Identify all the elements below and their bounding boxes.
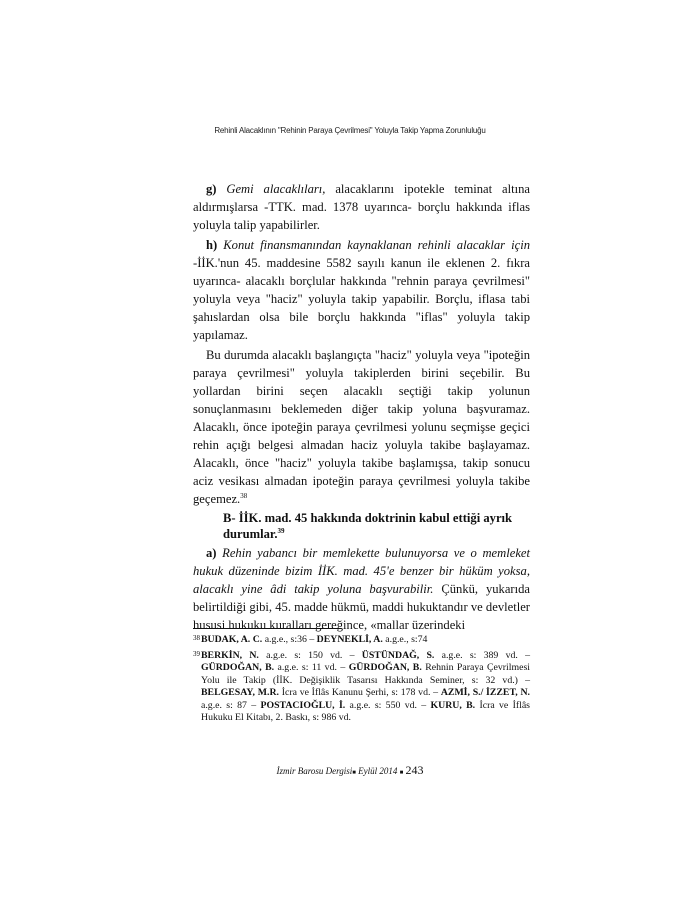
- footnote-39: [193, 650, 530, 724]
- separator: ■: [399, 770, 404, 776]
- item-label: a): [206, 546, 217, 560]
- paragraph-a: [193, 544, 530, 634]
- heading-line: durumlar: [223, 527, 275, 541]
- author-name: BUDAK, A. C.: [201, 634, 263, 645]
- body-text: [193, 180, 530, 636]
- footnote-text: [193, 634, 530, 646]
- paragraph-text: -İİK.'nun 45. maddesine 5582 sayılı kanun ile eklenen 2. fıkra uyarınca- alacaklı borçlular hakkında "rehnin paraya çevrilmesi" yoluyla veya "haciz" yoluyla takip yapabilir. Borçlu, iflasa tabi şahıslardan olsa bile borçlu hakkında "iflas" yoluyla takip yapılamaz.: [193, 256, 530, 342]
- citation-text: a.g.e. s: 11 vd. –: [274, 662, 349, 674]
- heading-line: B- İİK. mad. 45 hakkında doktrinin kabul ettiği ayrık: [223, 511, 513, 525]
- issue-date: Eylül 2014: [358, 766, 398, 776]
- author-name: GÜRDOĞAN, B.: [201, 662, 275, 674]
- footnote-38: [193, 634, 530, 646]
- footnote-text: [193, 650, 530, 724]
- italic-text: Konut finansmanından kaynaklanan rehinli alacaklar için: [223, 238, 530, 252]
- footnote-ref[interactable]: 39: [277, 526, 285, 535]
- separator: ■: [352, 770, 356, 776]
- citation-text: Rehnin Paraya Çevrilmesi Yolu ile Takip (İİK. Değişiklik Tasarısı Hakkında Seminer, s: 32 vd.) –: [201, 662, 530, 686]
- citation-text: a.g.e. s: 550 vd. –: [345, 699, 431, 711]
- paragraph-h: [193, 236, 530, 344]
- author-name: GÜRDOĞAN, B.: [348, 662, 422, 674]
- footnote-divider: [193, 628, 340, 629]
- running-header: Rehinli Alacaklının "Rehinin Paraya Çevrilmesi" Yoluyla Takip Yapma Zorunluluğu: [214, 126, 486, 135]
- page-number: 243: [405, 763, 424, 777]
- paragraph-text: Bu durumda alacaklı başlangıçta "haciz" yoluyla veya "ipoteğin paraya çevrilmesi" yoluyla takiplerden birini seçebilir. Bu yollardan birini seçen alacaklı seçtiği takip yolunun sonuçlanmasını beklemeden diğer takip yoluna başvuramaz. Alacaklı, önce ipoteğin paraya çevrilmesi yolunu seçmişse geçici rehin açığı belgesi almadan haciz yoluyla takibe başlayamaz. Alacaklı, önce "haciz" yoluyla takibe başlamışsa, takip sonucu aciz vesikası almadan ipoteğin paraya çevrilmesi yoluyla takibe geçemez.: [193, 348, 530, 506]
- footnote-number: 39: [193, 650, 200, 658]
- author-name: BERKİN, N.: [201, 650, 259, 661]
- italic-text: Gemi alacaklıları,: [226, 182, 326, 196]
- item-label: g): [206, 182, 217, 196]
- footnote-number: 38: [193, 634, 200, 642]
- author-name: DEYNEKLİ, A.: [316, 634, 383, 645]
- author-name: AZMİ, S./ İZZET, N.: [440, 687, 530, 699]
- citation-text: a.g.e. s: 389 vd. –: [434, 650, 530, 661]
- author-name: POSTACIOĞLU, İ.: [260, 699, 346, 711]
- citation-text: İcra ve İflâs Kanunu Şerhi, s: 178 vd. –: [278, 687, 441, 699]
- author-name: KURU, B.: [430, 699, 476, 711]
- page-footer: [0, 763, 700, 778]
- paragraph-bu: [193, 346, 530, 508]
- citation-text: a.g.e. s: 87 –: [201, 699, 261, 711]
- item-label: h): [206, 238, 218, 252]
- italic-text: Rehin yabancı bir memlekette bulunuyorsa ve o memleket hukuk düzeninde bizim İİK. mad. 45'e benzer bir hüküm yoksa, alacaklı yine âdi takip yoluna başvurabilir.: [193, 546, 530, 596]
- author-name: BELGESAY, M.R.: [201, 687, 279, 699]
- citation-text: İcra ve İflâs Hukuku El Kitabı, 2. Baskı, s: 986 vd.: [201, 699, 530, 724]
- paragraph-text: Çünkü, yukarıda belirtildiği gibi, 45. madde hükmü, maddi hukuktandır ve devletler hususi hukuku kuralları gereğince, «mallar üzerindeki: [193, 582, 530, 632]
- citation-text: a.g.e., s:36 –: [262, 634, 317, 645]
- citation-text: a.g.e., s:74: [382, 634, 428, 645]
- citation-text: a.g.e. s: 150 vd. –: [258, 650, 362, 661]
- journal-name: İzmir Barosu Dergisi: [276, 766, 353, 776]
- author-name: ÜSTÜNDAĞ, S.: [361, 650, 435, 661]
- section-heading: B- İİK. mad. 45 hakkında doktrinin kabul ettiği ayrık durumlar.$^{39}$: [223, 511, 513, 541]
- paragraph-text: alacaklarını ipotekle teminat altına aldırmışlarsa -TTK. mad. 1378 uyarınca- borçlu hakkında iflas yoluyla talip yapabilirler.: [193, 182, 530, 232]
- paragraph-g: [193, 180, 530, 234]
- footnote-ref[interactable]: 38: [240, 491, 248, 500]
